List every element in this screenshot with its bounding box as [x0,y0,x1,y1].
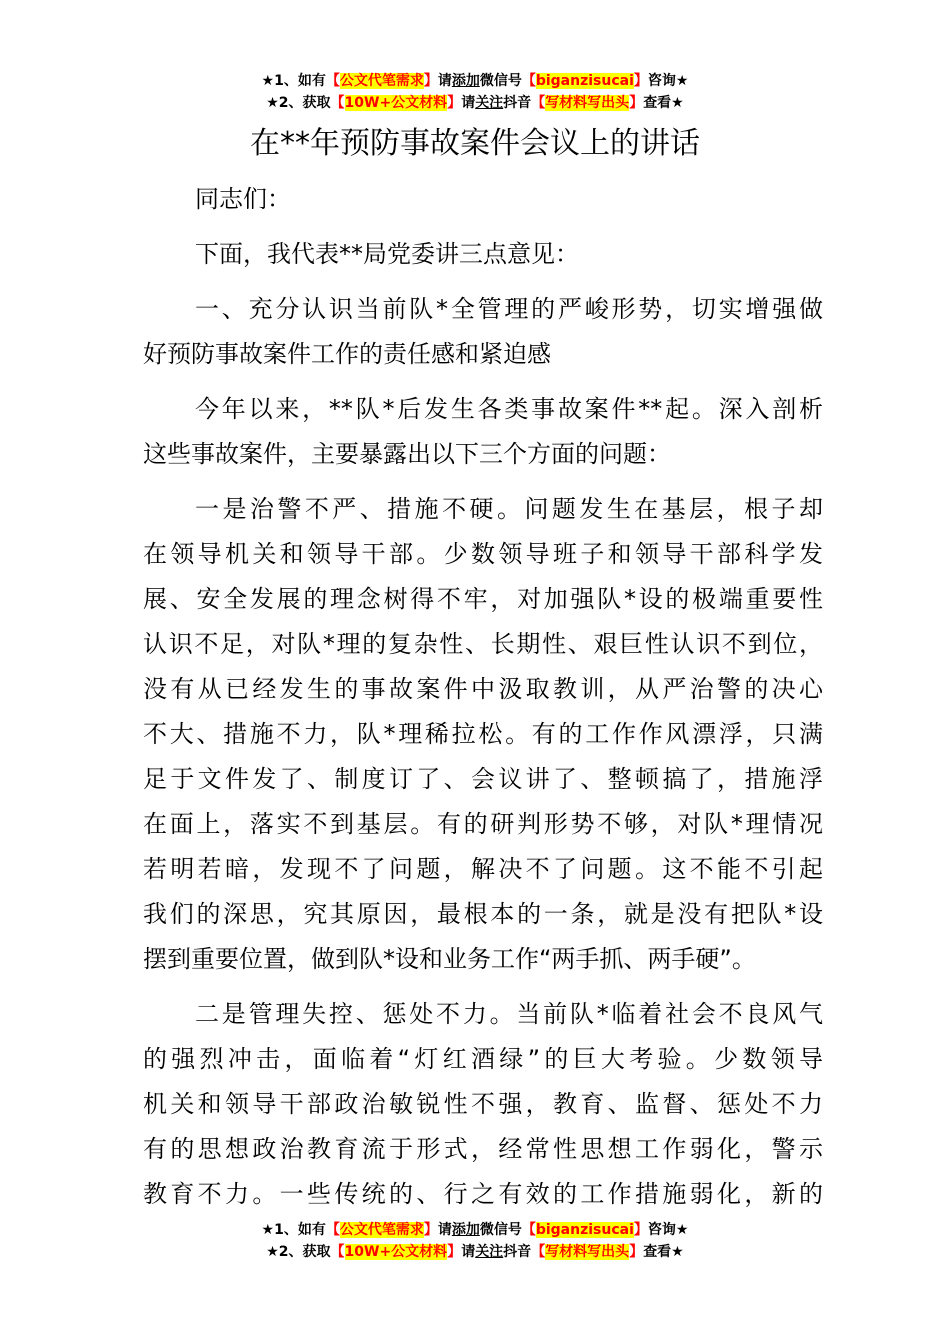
paragraph-line: 二是管理失控、惩处不力。当前队*临着社会不良风气 [195,1000,823,1028]
promo-highlight-materials: 10W+公文材料 [344,95,448,111]
promo-text: 咨询★ [647,73,689,89]
intro-paragraph: 下面，我代表**局党委讲三点意见： [195,240,579,268]
promo-underlined-text: 添加 [451,1222,480,1238]
paragraph-line: 教育不力。一些传统的、行之有效的工作措施弱化，新的 [143,1180,823,1208]
promo-highlight-wechat-id: biganzisucai [535,1222,634,1238]
paragraph-line: 的强烈冲击，面临着“灯红酒绿”的巨大考验。少数领导 [143,1045,823,1073]
promo-line-2 [0,92,950,114]
promo-text: 查看★ [643,1244,684,1260]
promo-bracket: 】 [633,73,648,89]
promo-highlight-service: 公文代笔需求 [339,73,424,89]
promo-text: 请 [437,1222,452,1238]
promo-bracket: 【 [325,73,340,89]
document-body [143,177,823,1217]
salutation: 同志们： [195,185,291,213]
paragraph-line: 在面上，落实不到基层。有的研判形势不够，对队*理情况 [143,810,823,838]
paragraph-line: 没有从已经发生的事故案件中汲取教训，从严治警的决心 [143,675,823,703]
promo-text: 咨询★ [647,1222,689,1238]
promo-footer [0,1219,950,1263]
paragraph-line: 若明若暗，发现不了问题，解决不了问题。这不能不引起 [143,855,823,883]
promo-highlight-wechat-id: biganzisucai [535,73,634,89]
paragraph-line: 一是治警不严、措施不硬。问题发生在基层，根子却 [195,495,823,523]
paragraph-line: 在领导机关和领导干部。少数领导班子和领导干部科学发 [143,540,823,568]
promo-text: 请 [437,73,452,89]
promo-highlight-douyin-id: 写材料写出头 [545,1244,630,1260]
promo-bracket: 】 [447,1244,462,1260]
promo-bracket: 【 [531,95,546,111]
paragraph-line: 展、安全发展的理念树得不牢，对加强队*设的极端重要性 [143,585,823,613]
section-heading-line: 一、充分认识当前队*全管理的严峻形势，切实增强做 [195,295,823,323]
promo-bracket: 【 [330,1244,345,1260]
promo-text: 抖音 [503,95,532,111]
promo-text: 抖音 [503,1244,532,1260]
promo-line-2 [0,1241,950,1263]
promo-bracket: 】 [423,1222,438,1238]
promo-text: 请 [461,1244,476,1260]
promo-line-1 [0,70,950,92]
paragraph-line: 我们的深思，究其原因，最根本的一条，就是没有把队*设 [143,900,823,928]
promo-line-2-prefix: ★2、获取 [266,95,331,111]
promo-line-2-prefix: ★2、获取 [266,1244,331,1260]
promo-bracket: 【 [330,95,345,111]
promo-line-1-prefix: ★1、如有 [261,73,326,89]
promo-text: 请 [461,95,476,111]
promo-bracket: 】 [447,95,462,111]
section-heading-line: 好预防事故案件工作的责任感和紧迫感 [143,340,551,368]
promo-bracket: 】 [423,73,438,89]
promo-underlined-text: 关注 [475,95,504,111]
promo-text: 微信号 [479,1222,522,1238]
paragraph-line: 摆到重要位置，做到队*设和业务工作“两手抓、两手硬”。 [143,945,756,973]
promo-text: 微信号 [479,73,522,89]
promo-header [0,70,950,114]
promo-highlight-materials: 10W+公文材料 [344,1244,448,1260]
paragraph-line: 这些事故案件，主要暴露出以下三个方面的问题： [143,440,671,468]
promo-line-1-prefix: ★1、如有 [261,1222,326,1238]
promo-bracket: 【 [531,1244,546,1260]
promo-underlined-text: 添加 [451,73,480,89]
promo-line-1 [0,1219,950,1241]
paragraph-line: 有的思想政治教育流于形式，经常性思想工作弱化，警示 [143,1135,823,1163]
promo-bracket: 【 [325,1222,340,1238]
paragraph-line: 今年以来，**队*后发生各类事故案件**起。深入剖析 [195,395,823,423]
promo-text: 查看★ [643,95,684,111]
paragraph-line: 机关和领导干部政治敏锐性不强，教育、监督、惩处不力 [143,1090,823,1118]
promo-bracket: 】 [633,1222,648,1238]
paragraph-line: 认识不足，对队*理的复杂性、长期性、艰巨性认识不到位， [143,630,823,658]
promo-bracket: 【 [521,73,536,89]
promo-bracket: 】 [629,95,644,111]
promo-highlight-service: 公文代笔需求 [339,1222,424,1238]
promo-highlight-douyin-id: 写材料写出头 [545,95,630,111]
promo-underlined-text: 关注 [475,1244,504,1260]
document-title: 在**年预防事故案件会议上的讲话 [250,126,700,161]
paragraph-line: 足于文件发了、制度订了、会议讲了、整顿搞了，措施浮 [143,765,823,793]
promo-bracket: 】 [629,1244,644,1260]
promo-bracket: 【 [521,1222,536,1238]
paragraph-line: 不大、措施不力，队*理稀拉松。有的工作作风漂浮，只满 [143,720,823,748]
